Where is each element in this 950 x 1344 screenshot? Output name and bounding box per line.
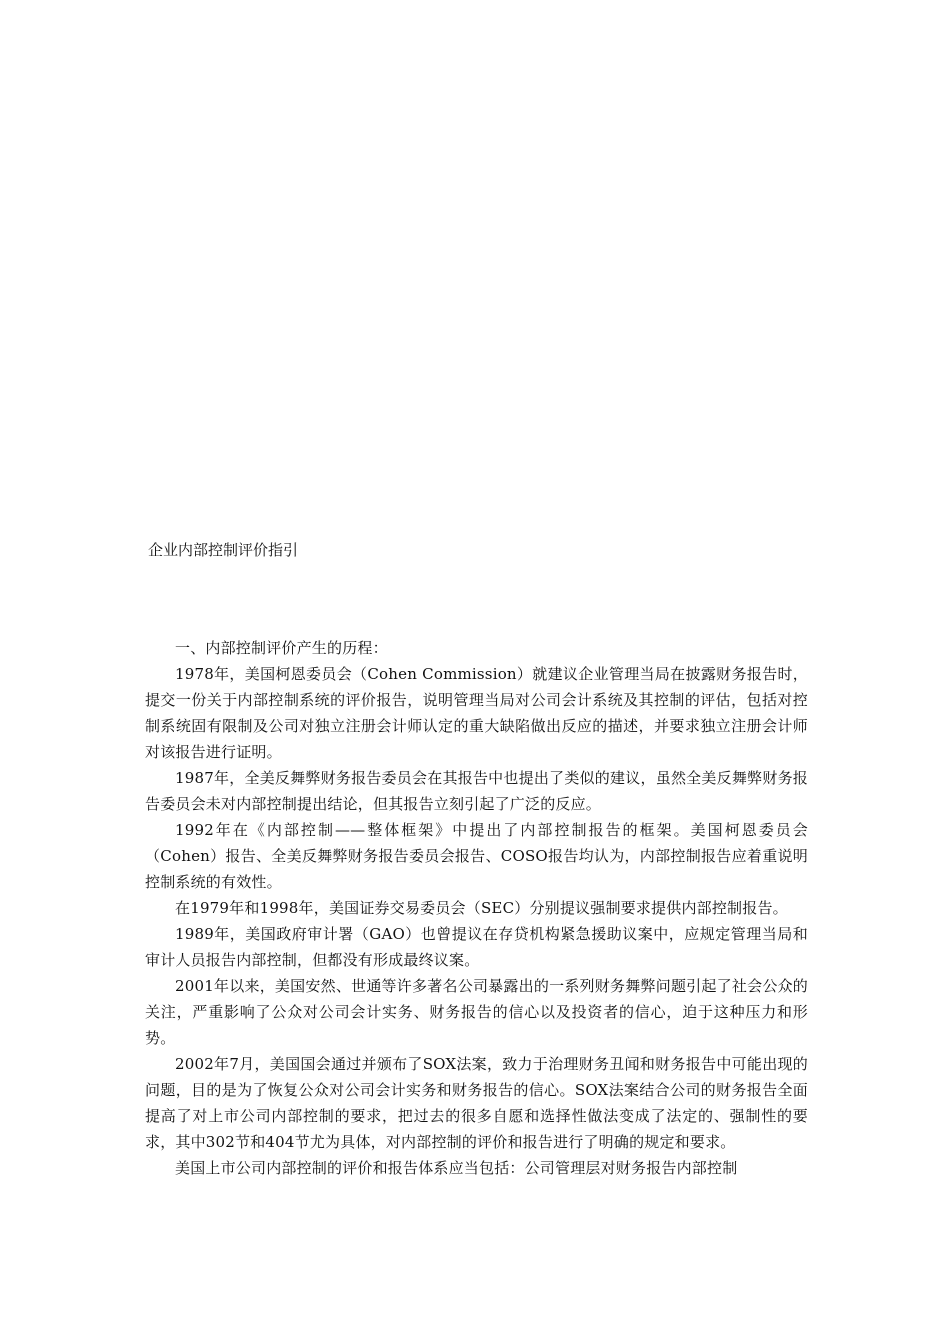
- paragraph-1989: 1989年，美国政府审计署（GAO）也曾提议在存贷机构紧急援助议案中，应规定管理当局和审计人员报告内部控制，但都没有形成最终议案。: [145, 925, 808, 969]
- paragraph-us-listed: 美国上市公司内部控制的评价和报告体系应当包括：公司管理层对财务报告内部控制: [175, 1159, 738, 1177]
- paragraph-2002: 2002年7月，美国国会通过并颁布了SOX法案，致力于治理财务丑闻和财务报告中可能出现的问题，目的是为了恢复公众对公司会计实务和财务报告的信心。SOX法案结合公司的财务报告全面提高了对上市公司内部控制的要求，把过去的很多自愿和选择性做法变成了法定的、强制性的要求，其中302节和404节尤为具体，对内部控制的评价和报告进行了明确的规定和要求。: [145, 1055, 808, 1151]
- paragraph-2001: 2001年以来，美国安然、世通等许多著名公司暴露出的一系列财务舞弊问题引起了社会公众的关注，严重影响了公众对公司会计实务、财务报告的信心以及投资者的信心，迫于这种压力和形势。: [145, 977, 808, 1047]
- section-heading: 一、内部控制评价产生的历程：: [175, 639, 388, 657]
- document-title: 企业内部控制评价指引: [148, 541, 299, 559]
- paragraph-1987: 1987年，全美反舞弊财务报告委员会在其报告中也提出了类似的建议，虽然全美反舞弊财务报告委员会未对内部控制提出结论，但其报告立刻引起了广泛的反应。: [145, 769, 808, 813]
- paragraph-1992: 1992年在《内部控制——整体框架》中提出了内部控制报告的框架。美国柯恩委员会（Cohen）报告、全美反舞弊财务报告委员会报告、COSO报告均认为，内部控制报告应着重说明控制系统的有效性。: [145, 821, 808, 891]
- document-body: [145, 635, 808, 1181]
- paragraph-1978: 1978年，美国柯恩委员会（Cohen Commission）就建议企业管理当局在披露财务报告时，提交一份关于内部控制系统的评价报告，说明管理当局对公司会计系统及其控制的评估，包括对控制系统固有限制及公司对独立注册会计师认定的重大缺陷做出反应的描述，并要求独立注册会计师对该报告进行证明。: [145, 665, 808, 761]
- paragraph-1979-1998: 在1979年和1998年，美国证券交易委员会（SEC）分别提议强制要求提供内部控制报告。: [175, 899, 788, 917]
